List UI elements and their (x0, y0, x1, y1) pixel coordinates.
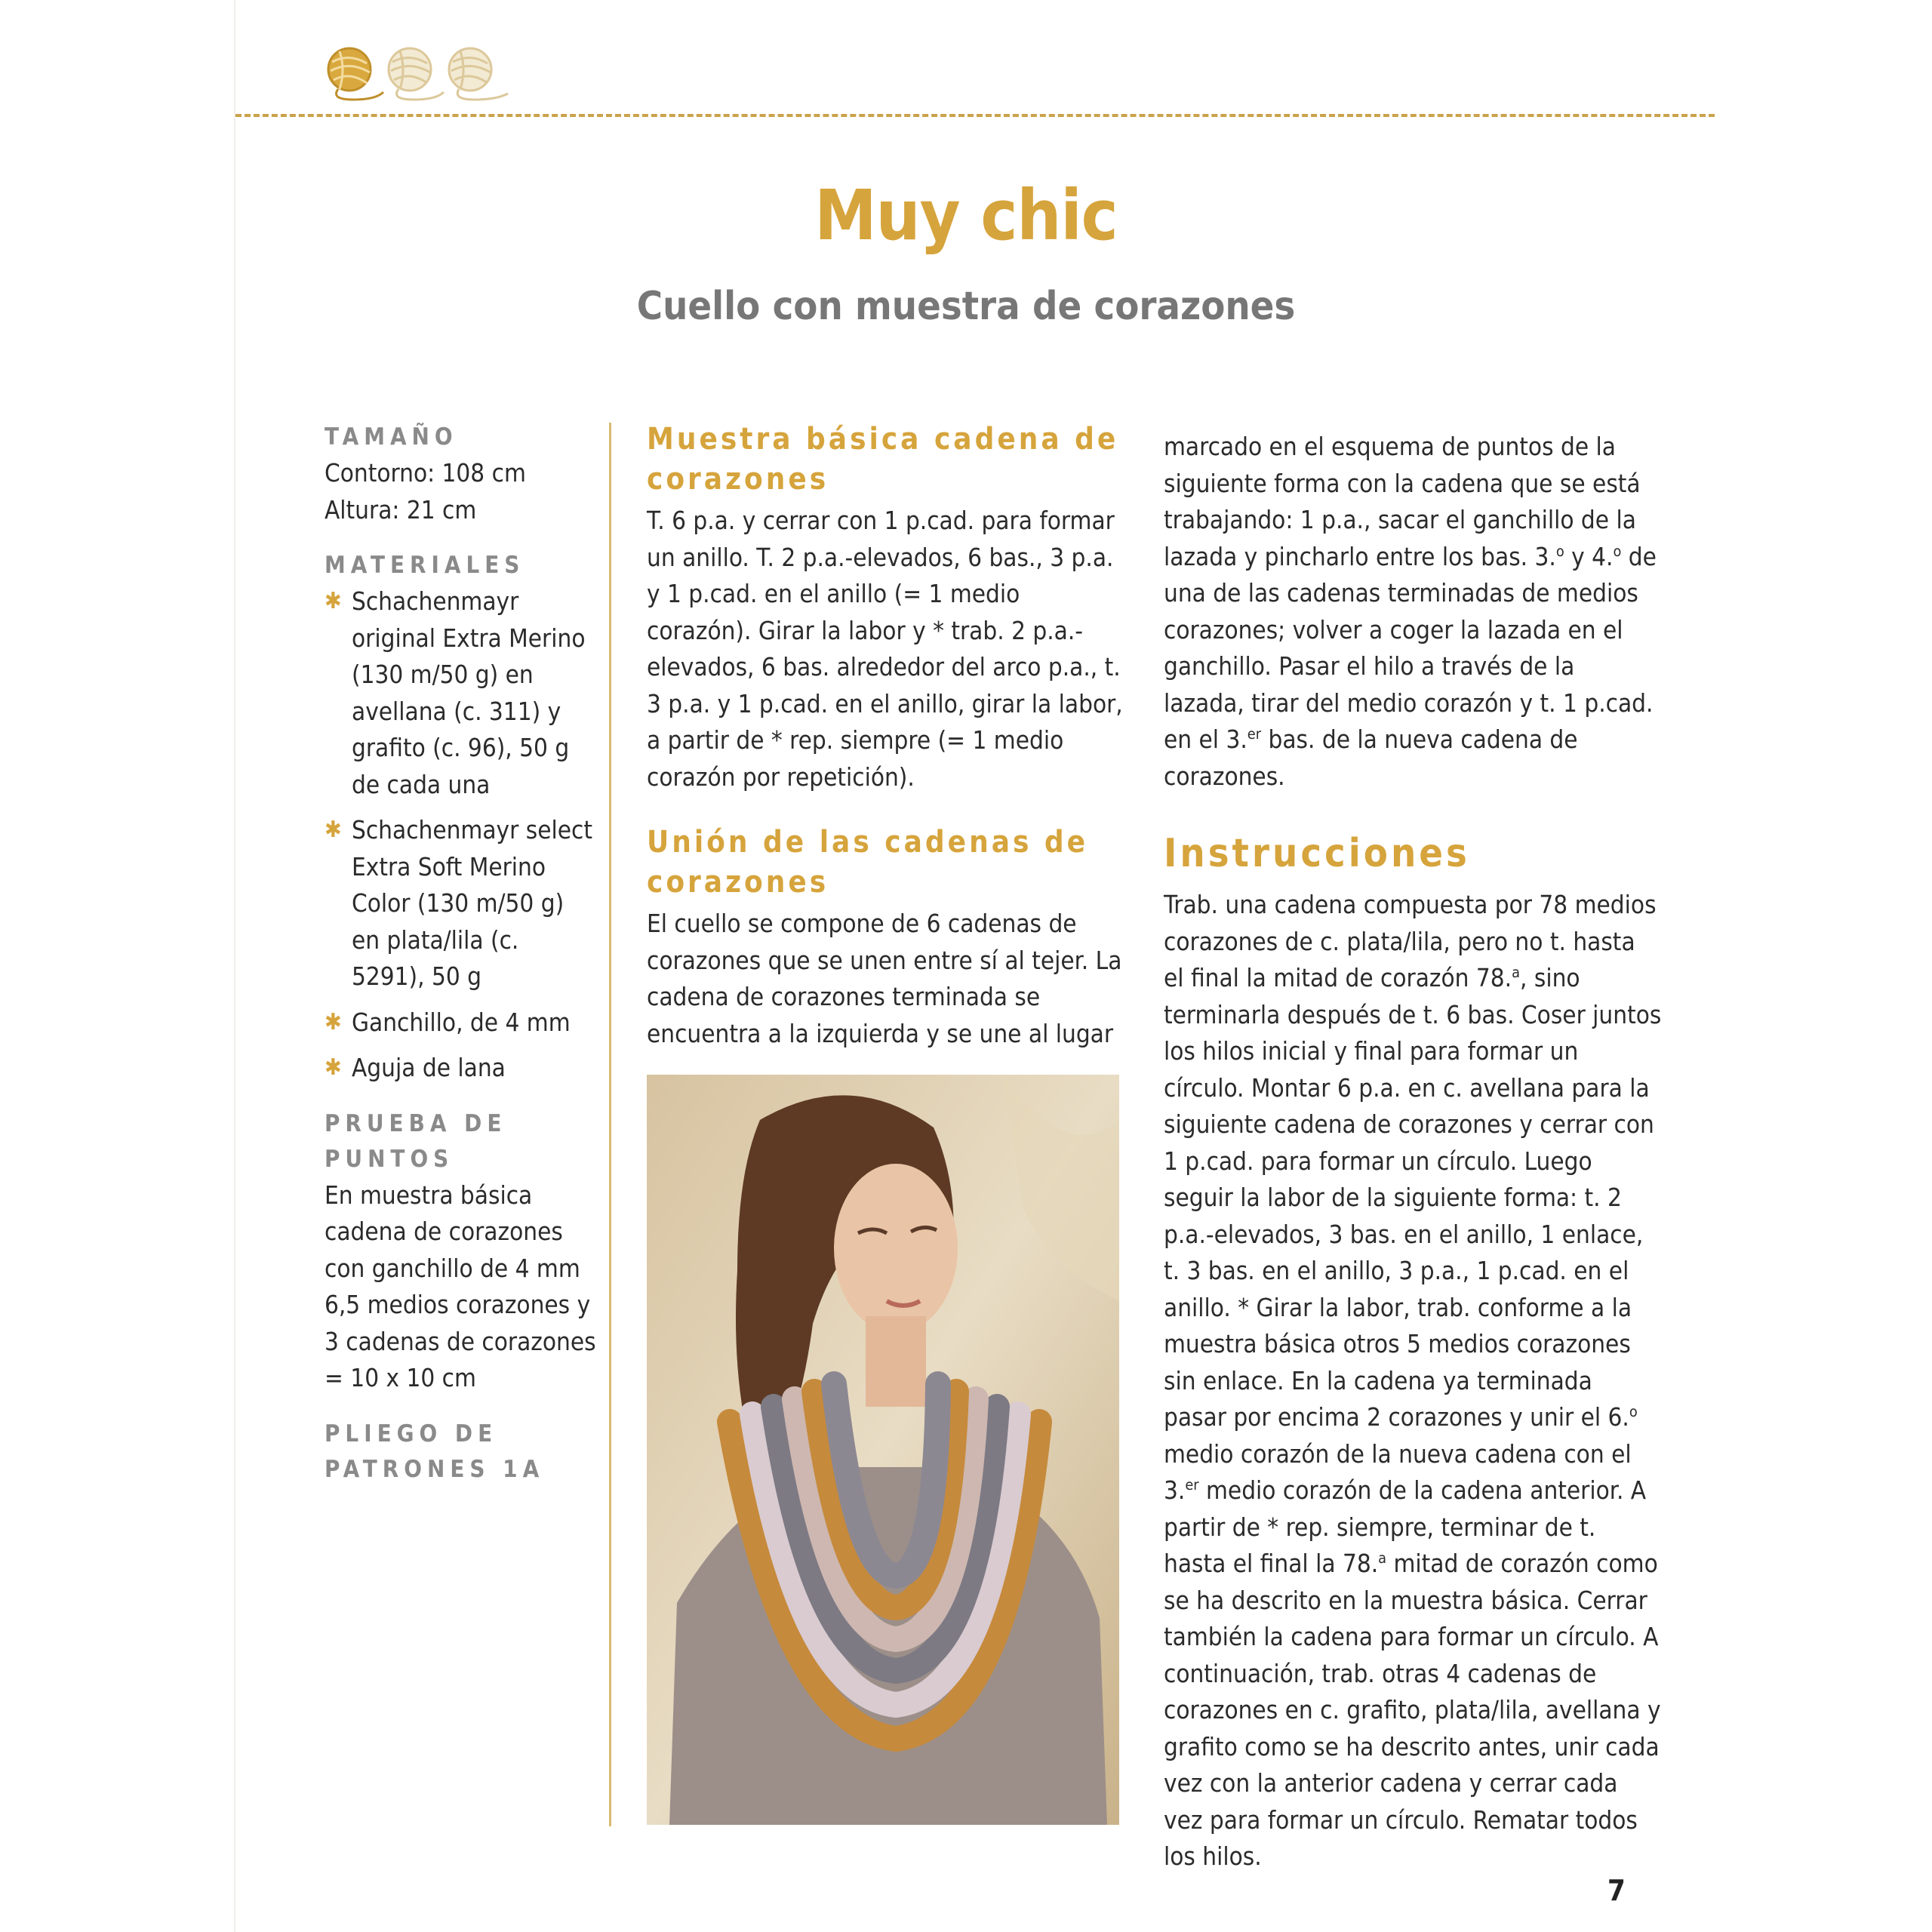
middle-column (647, 420, 1130, 1052)
union-text: El cuello se compone de 6 cadenas de corazones que se unen entre sí al tejer. La cadena de corazones terminada se encuentra a la izquierda y se une al lugar (647, 909, 1122, 1048)
page-number: 7 (1607, 1874, 1626, 1907)
asterisk-bullet-icon: ✱ (325, 1054, 342, 1081)
materials-item (325, 812, 596, 995)
basic-pattern-text: T. 6 p.a. y cerrar con 1 p.cad. para formar un anillo. T. 2 p.a.-elevados, 6 bas., 3 p.a. y 1 p.cad. en el anillo (= 1 medio corazón). Girar la labor y * trab. 2 p.a.-elevados, 6 bas. alrededor del arco p.a., t. 3 p.a. y 1 p.cad. en el anillo, girar la labor, a partir de * rep. siempre (= 1 medio corazón por repetición). (647, 506, 1123, 792)
instructions-text: Trab. una cadena compuesta por 78 medios corazones de c. plata/lila, pero no t. hasta el final la mitad de corazón 78.$^a$, sino terminarla después de t. 6 bas. Coser juntos los hilos inicial y final para formar un círculo. Montar 6 p.a. en c. avellana para la siguiente cadena de corazones y cerrar con 1 p.cad. para formar un círculo. Luego seguir la labor de la siguiente forma: t. 2 p.a.-elevados, 3 bas. en el anillo, 1 enlace, t. 3 bas. en el anillo, 3 p.a., 1 p.cad. en el anillo. * Girar la labor, trab. conforme a la muestra básica otros 5 medios corazones sin enlace. En la cadena ya terminada pasar por encima 2 corazones y unir el 6.$^o$ medio corazón de la nueva cadena con el 3.$^{er}$ medio corazón de la cadena anterior. A partir de * rep. siempre, terminar de t. hasta el final la 78.$^a$ mitad de corazón como se ha descrito en la muestra básica. Cerrar también la cadena para formar un círculo. A continuación, trab. otras 4 cadenas de corazones en c. grafito, plata/lila, avellana y grafito como se ha descrito antes, unir cada vez con la anterior cadena y cerrar cada vez para formar un círculo. Rematar todos los hilos. (1164, 890, 1662, 1871)
materials-heading: MATERIALES (325, 552, 525, 579)
union-heading: Unión de las cadenas de corazones (647, 825, 1089, 900)
page-title: Muy chic (814, 175, 1118, 256)
materials-item-text: Schachenmayr select Extra Soft Merino Color (130 m/50 g) en plata/lila (c. 5291), 50 g (352, 815, 592, 991)
yarn-balls-icon (323, 39, 512, 107)
materials-item-text: Ganchillo, de 4 mm (352, 1007, 571, 1037)
gauge-block (325, 1106, 596, 1397)
asterisk-bullet-icon: ✱ (325, 588, 342, 614)
gauge-heading: PRUEBA DE PUNTOS (325, 1109, 507, 1173)
asterisk-bullet-icon: ✱ (325, 1008, 342, 1035)
basic-pattern-heading: Muestra básica cadena de corazones (647, 422, 1119, 497)
asterisk-bullet-icon: ✱ (325, 817, 342, 843)
size-heading: TAMAÑO (325, 423, 458, 451)
instructions-heading: Instrucciones (1164, 831, 1470, 876)
gauge-text: En muestra básica cadena de corazones con ganchillo de 4 mm 6,5 medios corazones y 3 cadenas de corazones = 10 x 10 cm (325, 1180, 596, 1392)
materials-item-text: Schachenmayr original Extra Merino (130 m/50 g) en avellana (c. 311) y grafito (c. 96), 50 g de cada una (352, 586, 586, 799)
size-line: Contorno: 108 cm (325, 458, 526, 488)
materials-item (325, 1050, 596, 1087)
sidebar-column (325, 420, 596, 1507)
pattern-block (325, 1417, 596, 1487)
materials-item (325, 1004, 596, 1041)
product-photo (647, 1075, 1119, 1825)
size-line: Altura: 21 cm (325, 494, 477, 525)
materials-item-text: Aguja de lana (352, 1053, 506, 1082)
size-block (325, 420, 596, 528)
column-divider (609, 423, 611, 1826)
page-subtitle: Cuello con muestra de corazones (636, 284, 1296, 329)
union-text-continued: marcado en el esquema de puntos de la siguiente forma con la cadena que se está trabajando: 1 p.a., sacar el ganchillo de la lazada y pincharlo entre los bas. 3.$^o$ y 4.$^o$ de una de las cadenas terminadas de medios corazones; volver a coger la lazada en el ganchillo. Pasar el hilo a través de la lazada, tirar del medio corazón y t. 1 p.cad. en el 3.$^{er}$ bas. de la nueva cadena de corazones. (1164, 432, 1657, 791)
dashed-divider (235, 114, 1715, 117)
model-scarf-illustration (647, 1075, 1119, 1825)
materials-block (325, 548, 596, 1087)
materials-list (325, 583, 596, 1087)
pattern-heading: PLIEGO DE PATRONES 1A (325, 1420, 545, 1483)
materials-item (325, 583, 596, 803)
right-column (1164, 429, 1662, 1875)
